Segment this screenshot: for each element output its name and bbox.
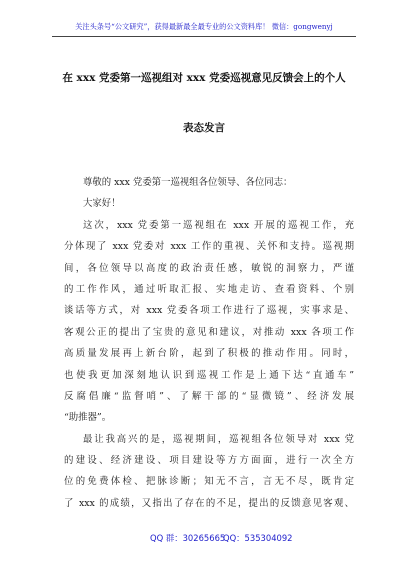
qq-group-number: QQ 群：30265665 — [150, 533, 226, 543]
body-line: 分体现了 xxx 党委对 xxx 工作的重视、关怀和支持。巡视期 — [64, 241, 354, 253]
greeting-line: 大家好！ — [83, 198, 121, 210]
body-line: 位的免费体检、把脉诊断；知无不言，言无不尽，既肯定 — [64, 476, 354, 488]
salutation-line: 尊敬的 xxx 党委第一巡视组各位领导、各位同志： — [83, 177, 293, 188]
body-line: 客观公正的提出了宝贵的意见和建议，对推动 xxx 各项工作 — [64, 326, 354, 338]
body-line: 了 xxx 的成绩，又指出了存在的不足，提出的反馈意见客观、 — [64, 497, 354, 509]
document-body — [64, 172, 354, 514]
header-notice: 关注头条号“公文研究”，获得最新最全最专业的公文资料库！ 微信：gongwenyj — [75, 22, 333, 31]
body-line: 高质量发展再上新台阶，起到了积极的推动作用。同时， — [64, 348, 354, 360]
body-line: 这次，xxx 党委第一巡视组在 xxx 开展的巡视工作，充 — [83, 219, 354, 231]
body-line: 也使我更加深刻地认识到巡视工作是上通下达“直通车” — [64, 369, 354, 381]
qq-number: QQ：535304092 — [223, 533, 293, 543]
body-line: 反腐倡廉“监督哨”、了解干部的“显微镜”、经济发展 — [64, 390, 354, 402]
header-divider — [52, 36, 356, 37]
body-line: 间，各位领导以高度的政治责任感，敏锐的洞察力，严谨 — [64, 262, 354, 274]
body-line: 最让我高兴的是，巡视期间，巡视组各位领导对 xxx 党 — [83, 433, 354, 445]
document-title-line-2: 表态发言 — [183, 122, 225, 134]
body-line: 的工作作风，通过听取汇报、实地走访、查看资料、个别 — [64, 283, 354, 295]
document-title-line-1: 在 xxx 党委第一巡视组对 xxx 党委巡视意见反馈会上的个人 — [62, 72, 346, 84]
body-line: “助推器”。 — [64, 412, 112, 424]
footer-contact — [0, 532, 408, 546]
body-line: 谈话等方式，对 xxx 党委各项工作进行了巡视，实事求是、 — [64, 305, 354, 317]
body-line: 的建设、经济建设、项目建设等方方面面，进行一次全方 — [64, 455, 354, 467]
